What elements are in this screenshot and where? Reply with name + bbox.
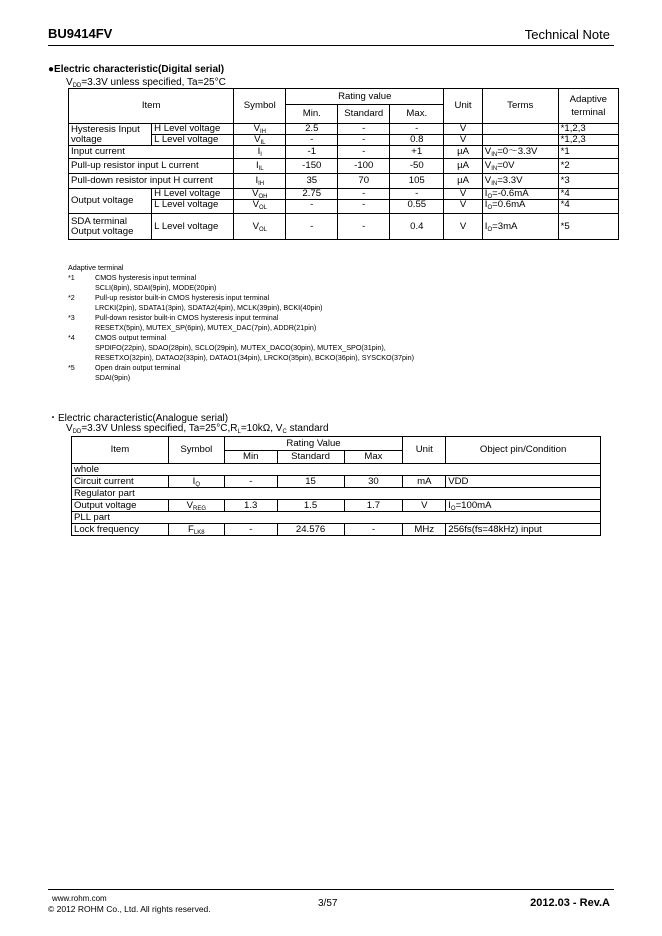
group-row [72,464,601,476]
col-unit: Unit [444,89,482,124]
std-cell: - [338,200,390,214]
row-label: Lock frequency [72,524,169,536]
std-cell: 70 [338,174,390,189]
col-std: Standard [277,451,344,464]
note-item: *1 CMOS hysteresis input terminal [68,273,197,282]
symbol-cell: $V_{REG}$ [168,500,224,512]
max-cell: - [390,124,444,135]
max-cell: - [390,189,444,200]
unit-cell: MHz [403,524,446,536]
group-row [72,488,601,500]
note-pins: SPDIFO(22pin), SDAO(28pin), SCLO(29pin), MUTEX_DACO(30pin), MUTEX_SPO(31pin), [95,343,386,352]
table-row [72,500,601,512]
row-label: L Level voltage [152,214,234,240]
unit-cell: V [444,124,482,135]
terms-cell: $V_{IN}=3.3V$ [482,174,558,189]
std-cell: - [338,146,390,159]
row-label: L Level voltage [152,135,234,146]
min-cell: 2.75 [286,189,338,200]
note-item: *5 Open drain output terminal [68,363,181,372]
symbol-cell: $V_{IH}$ [234,124,286,135]
adaptive-terminal-notes [68,263,414,383]
condition-cell: 256fs(fs=48kHz) input [446,524,601,536]
section2-title: ・Electric characteristic(Analogue serial) [48,413,229,424]
part-number: BU9414FV [48,26,113,41]
terms-cell: $I_O=0.6mA$ [482,200,558,214]
table-row [72,476,601,488]
unit-cell: mA [403,476,446,488]
unit-cell: V [444,135,482,146]
row-label: Circuit current [72,476,169,488]
table-row [69,174,619,189]
hysteresis-label: Hysteresis Input voltage [69,124,152,146]
symbol-cell: $V_{OL}$ [234,214,286,240]
revision: 2012.03 - Rev.A [530,897,610,909]
table-row [69,159,619,174]
condition-cell: VDD [446,476,601,488]
min-cell: - [224,476,277,488]
adaptive-cell: *1 [558,146,618,159]
adaptive-cell: *4 [558,200,618,214]
note-pins: RESETXO(32pin), DATAO2(33pin), DATAO1(34pin), LRCKO(35pin), BCKO(36pin), SYSCKO(37pin) [95,353,415,362]
col-symbol: Symbol [234,89,286,124]
col-object: Object pin/Condition [446,437,601,464]
unit-cell: V [444,189,482,200]
note-item: *3 Pull-down resistor built-in CMOS hysteresis input terminal [68,313,279,322]
max-cell: 0.8 [390,135,444,146]
row-label: Pull-up resistor input L current [69,159,234,174]
std-cell: - [338,189,390,200]
note-pins: SCLI(8pin), SDAI(9pin), MODE(20pin) [95,283,217,292]
col-rating: Rating value [286,89,444,105]
terms-cell: $V_{IN}=0\sim 3.3V$ [482,146,558,159]
col-adaptive: Adaptive terminal [558,89,618,124]
unit-cell: µA [444,159,482,174]
row-label: H Level voltage [152,124,234,135]
terms-cell: $I_O=-0.6mA$ [482,189,558,200]
group-label: whole [72,464,601,476]
symbol-cell: $I_Q$ [168,476,224,488]
max-cell: - [344,524,403,536]
terms-cell [482,135,558,146]
table-row [69,135,619,146]
col-min: Min. [286,105,338,124]
max-cell: 30 [344,476,403,488]
unit-cell: V [444,214,482,240]
std-cell: 15 [277,476,344,488]
table-row [69,200,619,214]
page-number: 3/57 [318,898,338,909]
note-item: *4 CMOS output terminal [68,333,167,342]
digital-spec-table [68,88,619,240]
note-pins: RESETX(5pin), MUTEX_SP(6pin), MUTEX_DAC(7pin), ADDR(21pin) [95,323,317,332]
footer-copyright: © 2012 ROHM Co., Ltd. All rights reserved. [48,904,211,914]
symbol-cell: $I_{IL}$ [234,159,286,174]
terms-cell [482,124,558,135]
row-label: Output voltage [72,500,169,512]
table-row [69,124,619,135]
adaptive-cell: *1,2,3 [558,135,618,146]
row-label: Input current [69,146,234,159]
symbol-cell: $V_{IL}$ [234,135,286,146]
symbol-cell: $I_I$ [234,146,286,159]
col-max: Max. [390,105,444,124]
section1-title: ●Electric characteristic(Digital serial) [48,64,225,75]
std-cell: - [338,124,390,135]
group-label: Regulator part [72,488,601,500]
min-cell: - [286,214,338,240]
symbol-cell: $V_{OL}$ [234,200,286,214]
symbol-cell: $I_{IH}$ [234,174,286,189]
note-pins: LRCKI(2pin), SDATA1(3pin), SDATA2(4pin), MCLK(39pin), BCKI(40pin) [95,303,323,312]
min-cell: 2.5 [286,124,338,135]
note-item: *2 Pull-up resistor built-in CMOS hysteresis input terminal [68,293,270,302]
row-label: Pull-down resistor input H current [69,174,234,189]
min-cell: - [224,524,277,536]
col-item: Item [69,89,234,124]
col-max: Max [344,451,403,464]
terms-cell: $V_{IN}=0V$ [482,159,558,174]
group-label: PLL part [72,512,601,524]
col-min: Min [224,451,277,464]
max-cell: +1 [390,146,444,159]
std-cell: - [338,214,390,240]
symbol-cell: $V_{OH}$ [234,189,286,200]
col-terms: Terms [482,89,558,124]
col-rating: Rating Value [224,437,403,451]
adaptive-cell: *5 [558,214,618,240]
min-cell: 1.3 [224,500,277,512]
max-cell: -50 [390,159,444,174]
group-row [72,512,601,524]
note-pins: SDAI(9pin) [95,373,131,382]
table-row [69,146,619,159]
unit-cell: V [444,200,482,214]
section1-conditions: $V_{DD}=3.3V$ unless specified, Ta=25°C [66,77,226,89]
unit-cell: µA [444,174,482,189]
adaptive-cell: *2 [558,159,618,174]
unit-cell: µA [444,146,482,159]
col-item: Item [72,437,169,464]
max-cell: 105 [390,174,444,189]
footer-url: www.rohm.com [52,894,107,903]
std-cell: 1.5 [277,500,344,512]
std-cell: 24.576 [277,524,344,536]
table-row [69,189,619,200]
section2-conditions: $V_{DD}=3.3V$ Unless specified, $Ta=25^\circ C,R_L=10k\Omega$, $V_C$ standard [66,423,329,435]
table-row [69,214,619,240]
max-cell: 0.55 [390,200,444,214]
adaptive-cell: *1,2,3 [558,124,618,135]
min-cell: 35 [286,174,338,189]
adaptive-cell: *4 [558,189,618,200]
notes-title: Adaptive terminal [68,263,124,272]
max-cell: 1.7 [344,500,403,512]
std-cell: - [338,135,390,146]
header-divider [48,45,614,46]
row-label: L Level voltage [152,200,234,214]
adaptive-cell: *3 [558,174,618,189]
col-symbol: Symbol [168,437,224,464]
min-cell: - [286,200,338,214]
max-cell: 0.4 [390,214,444,240]
doc-type: Technical Note [524,27,610,42]
table-row [72,524,601,536]
min-cell: -150 [286,159,338,174]
col-std: Standard [338,105,390,124]
row-label: H Level voltage [152,189,234,200]
output-voltage-label: Output voltage [69,189,152,214]
condition-cell: $I_O=100mA$ [446,500,601,512]
min-cell: - [286,135,338,146]
sda-label: SDA terminal Output voltage [69,214,152,240]
footer-divider [48,889,614,890]
col-unit: Unit [403,437,446,464]
terms-cell: $I_O=3mA$ [482,214,558,240]
symbol-cell: $F_{LK8}$ [168,524,224,536]
min-cell: -1 [286,146,338,159]
unit-cell: V [403,500,446,512]
std-cell: -100 [338,159,390,174]
analogue-spec-table [71,436,601,536]
